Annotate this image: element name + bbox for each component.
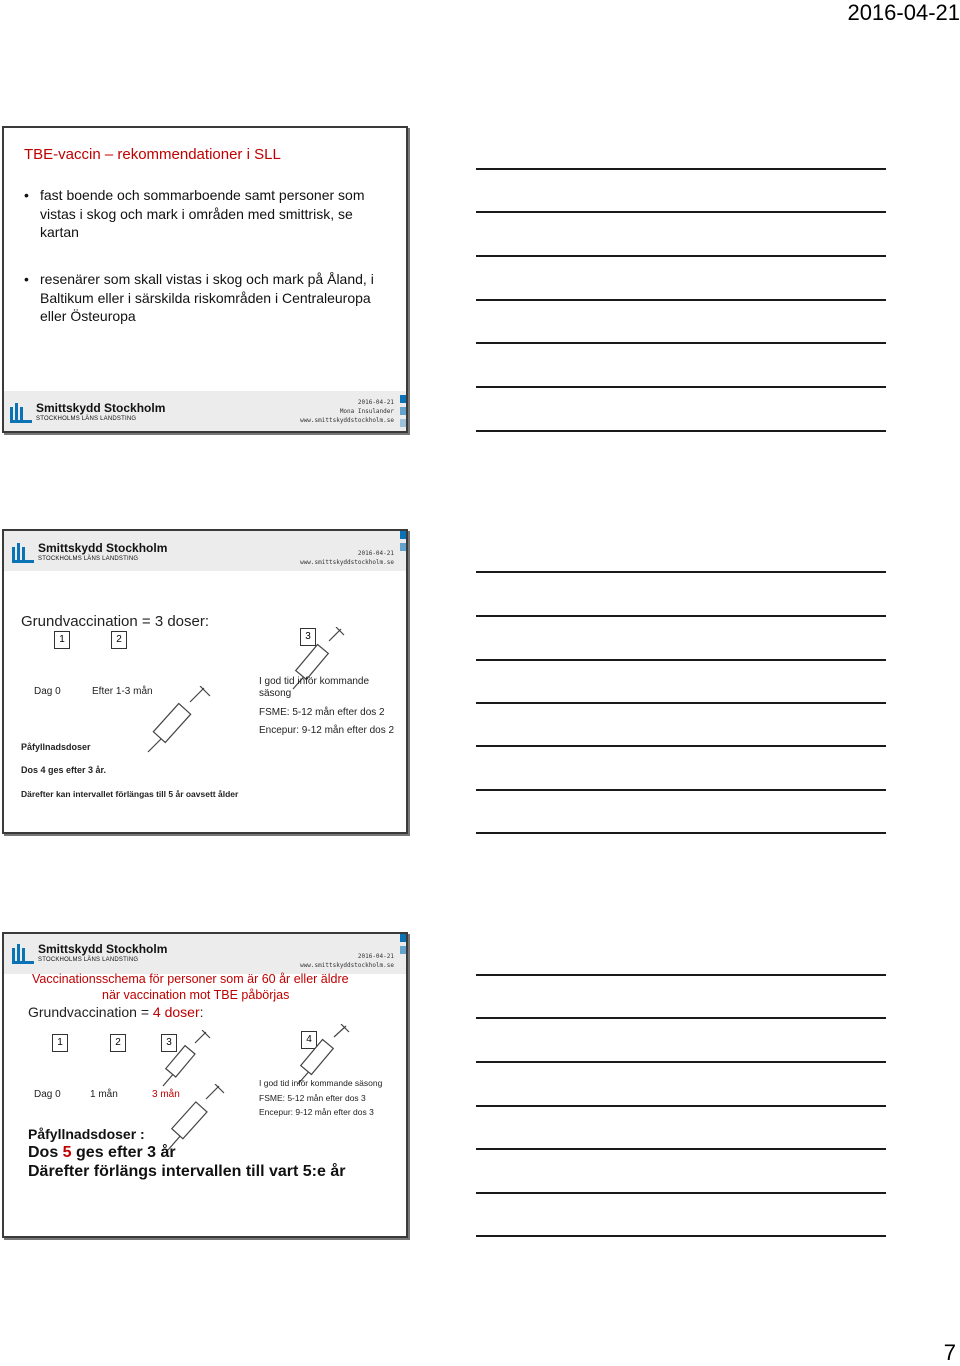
- corner-accent: [400, 419, 406, 427]
- dose5-text: [28, 1144, 176, 1162]
- dose-number-box: 1: [52, 1034, 68, 1052]
- syringe-icon: [294, 1024, 354, 1086]
- booster-label: Påfyllnadsdoser :: [28, 1126, 145, 1142]
- logo-name: Smittskydd Stockholm: [38, 541, 168, 555]
- dose-heading: [28, 1004, 204, 1020]
- day0-label: Dag 0: [34, 686, 61, 697]
- dose-heading-text: Grundvaccination =: [28, 1004, 153, 1020]
- note-line: [476, 974, 886, 976]
- dose4-text: Dos 4 ges efter 3 år.: [21, 765, 107, 775]
- footer-url: www.smittskyddstockholm.se: [300, 417, 394, 424]
- footer-date: 2016-04-21: [357, 399, 394, 406]
- bullet-item: [24, 270, 400, 326]
- dose-number-box: 2: [110, 1034, 126, 1052]
- syringe-icon: [164, 1084, 226, 1152]
- note-line: [476, 430, 886, 432]
- bullet-line: Baltikum eller i särskilda riskområden i Centraleuropa: [40, 289, 371, 306]
- info-line: I god tid inför kommande säsong: [259, 1078, 383, 1088]
- note-line: [476, 1148, 886, 1150]
- corner-accent: [400, 407, 406, 415]
- bullet-line: vistas i skog och mark i områden med smittrisk, se: [40, 205, 353, 222]
- logo-sub: STOCKHOLMS LÄNS LANDSTING: [36, 416, 137, 422]
- corner-accent: [400, 946, 406, 954]
- bullet-line: resenärer som skall vistas i skog och mark på Åland, i: [40, 271, 374, 287]
- info-line: Encepur: 9-12 mån efter dos 3: [259, 1107, 374, 1117]
- note-line: [476, 1017, 886, 1019]
- logo-name: Smittskydd Stockholm: [36, 401, 166, 415]
- slide-3: [2, 932, 408, 1238]
- page-number: 7: [943, 1340, 956, 1365]
- note-line: [476, 832, 886, 834]
- note-line: [476, 571, 886, 573]
- info-line: FSME: 5-12 mån efter dos 3: [259, 1093, 366, 1103]
- interval-label: Efter 1-3 mån: [92, 686, 153, 697]
- info-line: Encepur: 9-12 mån efter dos 2: [259, 725, 395, 736]
- note-line: [476, 1105, 886, 1107]
- dose-heading-colon: :: [199, 1004, 204, 1020]
- logo-icon: [12, 541, 34, 563]
- dose5-prefix: Dos: [28, 1144, 63, 1161]
- day0-label: Dag 0: [34, 1089, 61, 1100]
- dose5-number: 5: [62, 1144, 72, 1161]
- slide-title: TBE-vaccin – rekommendationer i SLL: [24, 146, 281, 163]
- dose-number-box: 3: [300, 628, 316, 646]
- booster-label: Påfyllnadsdoser: [21, 742, 91, 752]
- header-date: 2016-04-21: [847, 0, 960, 25]
- footer-author: Mona Insulander: [339, 408, 394, 415]
- header-date-small: 2016-04-21: [357, 953, 394, 960]
- bullet-dot-icon: •: [24, 187, 29, 203]
- note-line: [476, 1235, 886, 1237]
- dose-number-box: 1: [54, 631, 70, 649]
- dose-heading: Grundvaccination = 3 doser:: [21, 613, 210, 630]
- slide-1: [2, 126, 408, 433]
- logo-name: Smittskydd Stockholm: [38, 942, 168, 956]
- bullet-line: eller Östeuropa: [40, 308, 136, 324]
- note-line: [476, 386, 886, 388]
- note-line: [476, 745, 886, 747]
- note-line: [476, 168, 886, 170]
- header-date-small: 2016-04-21: [357, 550, 394, 557]
- logo-icon: [12, 942, 34, 964]
- footer-meta: [300, 398, 394, 425]
- dose-number-box: 2: [111, 631, 127, 649]
- logo-icon: [10, 401, 32, 423]
- header-url: www.smittskyddstockholm.se: [300, 559, 394, 566]
- slide-title: Vaccinationsschema för personer som är 60 år eller äldre: [32, 972, 349, 986]
- dose-number-box: 4: [301, 1031, 317, 1049]
- note-line: [476, 1061, 886, 1063]
- syringe-icon: [144, 686, 214, 754]
- corner-accent: [400, 395, 406, 403]
- note-line: [476, 1192, 886, 1194]
- info-line: I god tid inför kommande: [259, 676, 370, 687]
- slide-2: [2, 529, 408, 834]
- slide-title: när vaccination mot TBE påbörjas: [102, 988, 290, 1002]
- extend-text: Därefter förlängs intervallen till vart 5:e år: [28, 1163, 346, 1180]
- slide-header-band: [4, 531, 406, 571]
- interval-label: 1 mån: [90, 1089, 118, 1100]
- note-line: [476, 789, 886, 791]
- note-line: [476, 702, 886, 704]
- dose-heading-count: 4 doser: [152, 1004, 200, 1020]
- note-line: [476, 255, 886, 257]
- dose-number-box: 3: [161, 1034, 177, 1052]
- corner-accent: [400, 543, 406, 551]
- extend-text: Därefter kan intervallet förlängas till 5 år oavsett ålder: [21, 789, 239, 799]
- info-line: FSME: 5-12 mån efter dos 2: [259, 707, 385, 718]
- note-line: [476, 615, 886, 617]
- note-line: [476, 659, 886, 661]
- note-line: [476, 211, 886, 213]
- dose5-suffix: ges efter 3 år: [71, 1144, 176, 1161]
- info-line: säsong: [259, 688, 292, 699]
- note-line: [476, 299, 886, 301]
- slide-footer: [4, 391, 406, 431]
- info-block: [259, 676, 369, 700]
- brand-logo: [10, 401, 165, 423]
- bullet-item: [24, 186, 400, 242]
- brand-logo: [12, 541, 167, 563]
- corner-accent: [400, 531, 406, 539]
- note-line: [476, 342, 886, 344]
- header-meta: [300, 952, 394, 970]
- brand-logo: [12, 942, 167, 964]
- logo-sub: STOCKHOLMS LÄNS LANDSTING: [38, 957, 139, 963]
- header-meta: [300, 549, 394, 567]
- bullet-line: kartan: [40, 224, 79, 240]
- interval-label: 3 mån: [152, 1089, 180, 1100]
- syringe-icon: [159, 1030, 214, 1088]
- header-url: www.smittskyddstockholm.se: [300, 962, 394, 969]
- logo-sub: STOCKHOLMS LÄNS LANDSTING: [38, 556, 139, 562]
- bullet-dot-icon: •: [24, 271, 29, 287]
- bullet-line: fast boende och sommarboende samt personer som: [40, 187, 365, 203]
- corner-accent: [400, 934, 406, 942]
- slide-header-band: [4, 934, 406, 974]
